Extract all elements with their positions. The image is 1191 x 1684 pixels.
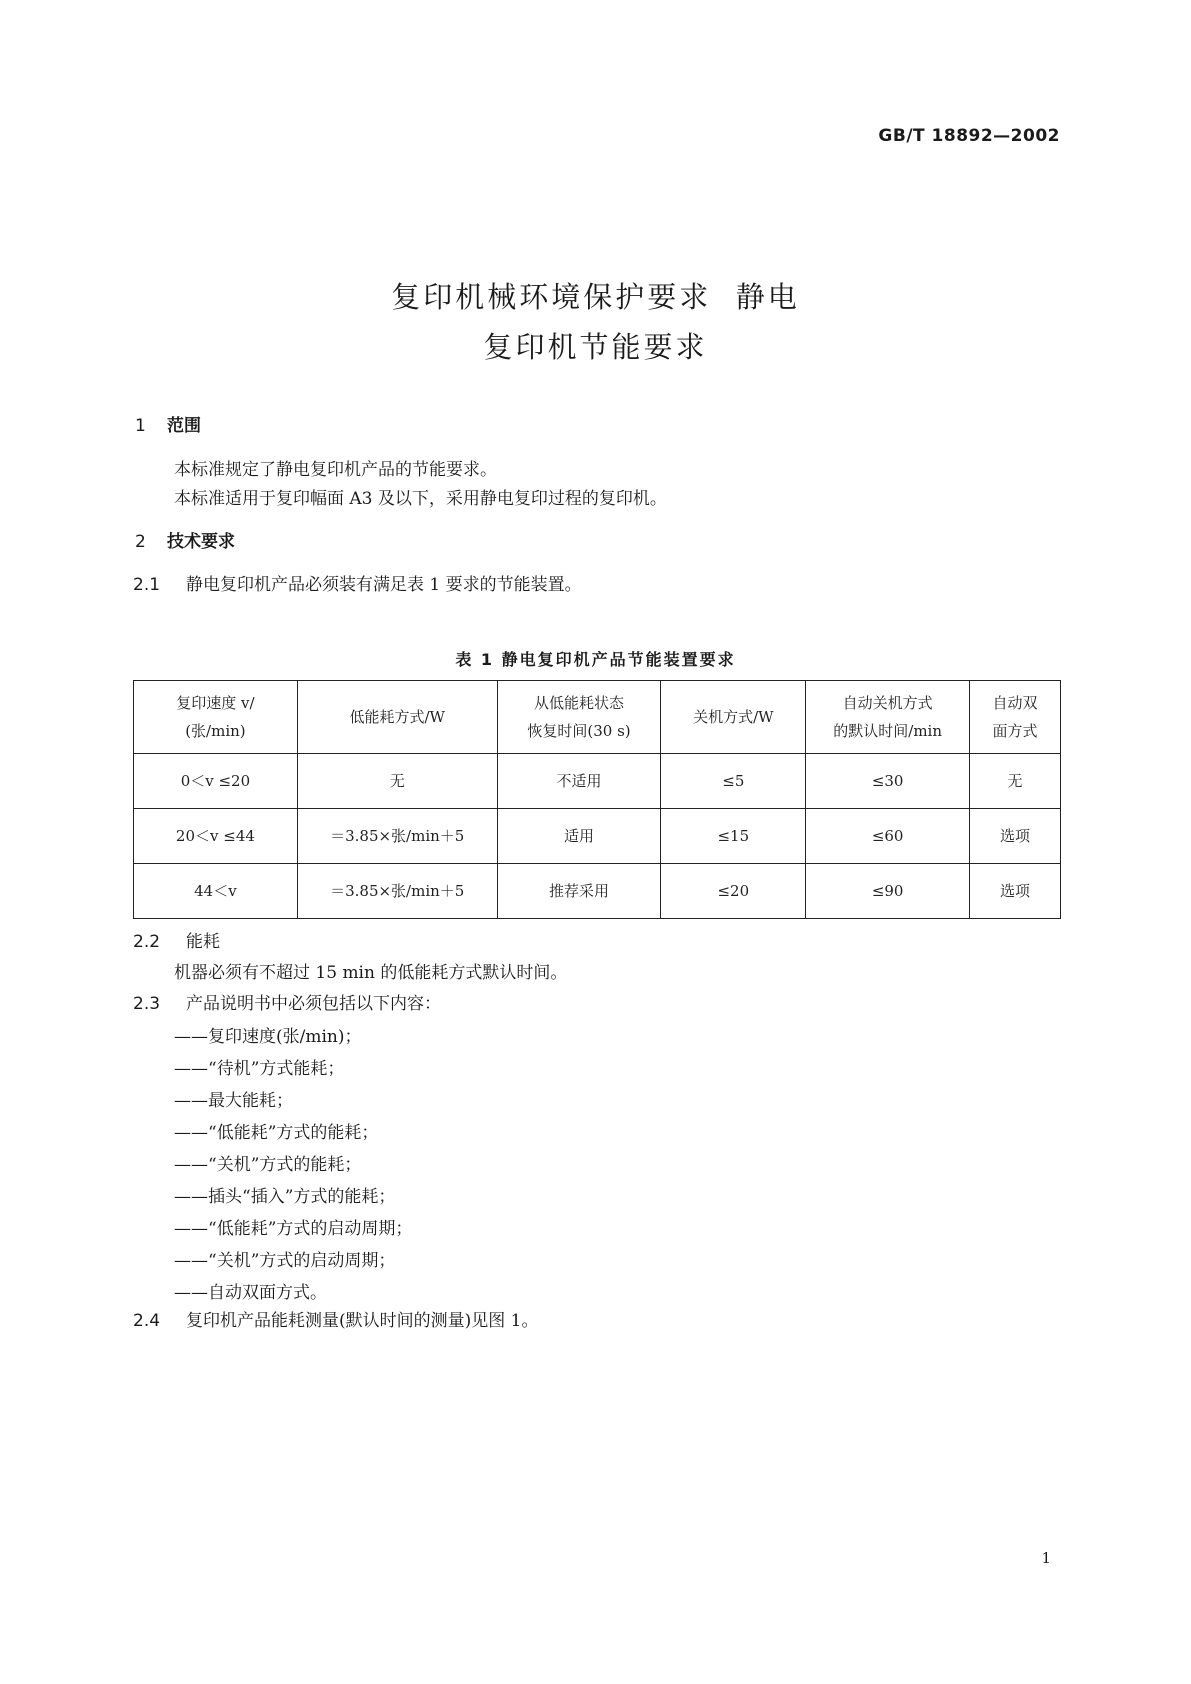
- table-cell: 20＜v ≤44: [134, 809, 298, 864]
- page-number: 1: [1041, 1549, 1051, 1567]
- clause-2-2: [133, 927, 220, 952]
- clause-2-2-text: 机器必须有不超过 15 min 的低能耗方式默认时间。: [174, 963, 568, 983]
- section-1-number: 1: [135, 416, 146, 436]
- manual-contents-list: [174, 1021, 412, 1309]
- clause-2-4-number: 2.4: [133, 1311, 161, 1331]
- list-item: ——“低能耗”方式的启动周期；: [174, 1219, 413, 1239]
- table-header-row: [134, 681, 1061, 754]
- table-cell: ≤60: [806, 809, 970, 864]
- clause-2-1-text: 静电复印机产品必须装有满足表 1 要求的节能装置。: [186, 575, 582, 595]
- table-row: [134, 754, 1061, 809]
- header-auto-duplex: 自动双 面方式: [970, 681, 1061, 754]
- clause-2-1: [133, 570, 582, 595]
- list-item: ——“关机”方式的能耗；: [174, 1155, 362, 1175]
- table-cell: 0＜v ≤20: [134, 754, 298, 809]
- table-cell: 44＜v: [134, 864, 298, 919]
- table-cell: ≤15: [661, 809, 806, 864]
- requirements-table: [133, 680, 1061, 919]
- table-cell: 无: [970, 754, 1061, 809]
- list-item: ——“关机”方式的启动周期；: [174, 1251, 396, 1271]
- list-item: ——最大能耗；: [174, 1091, 293, 1111]
- table-cell: 不适用: [497, 754, 661, 809]
- header-auto-off-default: 自动关机方式 的默认时间/min: [806, 681, 970, 754]
- clause-2-4: [133, 1306, 538, 1331]
- table-cell: 选项: [970, 864, 1061, 919]
- section-2-number: 2: [135, 532, 146, 552]
- document-title: [0, 272, 1191, 372]
- table-cell: 适用: [497, 809, 661, 864]
- title-line-2: 复印机节能要求: [483, 330, 708, 364]
- clause-2-4-text: 复印机产品能耗测量(默认时间的测量)见图 1。: [186, 1311, 539, 1331]
- table-cell: ＝3.85×张/min＋5: [297, 809, 497, 864]
- clause-2-2-title: 能耗: [186, 932, 220, 952]
- table-cell: 推荐采用: [497, 864, 661, 919]
- table-cell: ≤20: [661, 864, 806, 919]
- header-off-mode: 关机方式/W: [661, 681, 806, 754]
- clause-2-3: [133, 989, 441, 1014]
- list-item: ——自动双面方式。: [174, 1283, 327, 1303]
- list-item: ——插头“插入”方式的能耗；: [174, 1187, 396, 1207]
- table-cell: ≤90: [806, 864, 970, 919]
- section-2-heading: [135, 527, 235, 552]
- table-caption: 表 1 静电复印机产品节能装置要求: [455, 650, 736, 669]
- table-row: [134, 809, 1061, 864]
- section-1-para-1: 本标准规定了静电复印机产品的节能要求。: [174, 460, 497, 480]
- header-recovery-time: 从低能耗状态 恢复时间(30 s): [497, 681, 661, 754]
- clause-2-3-number: 2.3: [133, 994, 161, 1014]
- standard-code: GB/T 18892—2002: [878, 126, 1060, 146]
- table-cell: ＝3.85×张/min＋5: [297, 864, 497, 919]
- clause-2-1-number: 2.1: [133, 575, 161, 595]
- header-low-power: 低能耗方式/W: [297, 681, 497, 754]
- section-2-title: 技术要求: [167, 532, 235, 552]
- clause-2-2-number: 2.2: [133, 932, 161, 952]
- title-line-1: 复印机械环境保护要求 静电: [391, 280, 800, 314]
- section-1-heading: [135, 411, 201, 436]
- table-cell: 无: [297, 754, 497, 809]
- table-row: [134, 864, 1061, 919]
- list-item: ——“低能耗”方式的能耗；: [174, 1123, 379, 1143]
- table-cell: ≤5: [661, 754, 806, 809]
- table-cell: 选项: [970, 809, 1061, 864]
- header-speed: 复印速度 v/ (张/min): [134, 681, 298, 754]
- list-item: ——复印速度(张/min)；: [174, 1027, 362, 1047]
- section-1-para-2: 本标准适用于复印幅面 A3 及以下，采用静电复印过程的复印机。: [174, 489, 667, 509]
- clause-2-3-text: 产品说明书中必须包括以下内容：: [186, 994, 441, 1014]
- list-item: ——“待机”方式能耗；: [174, 1059, 345, 1079]
- table-cell: ≤30: [806, 754, 970, 809]
- section-1-title: 范围: [167, 416, 201, 436]
